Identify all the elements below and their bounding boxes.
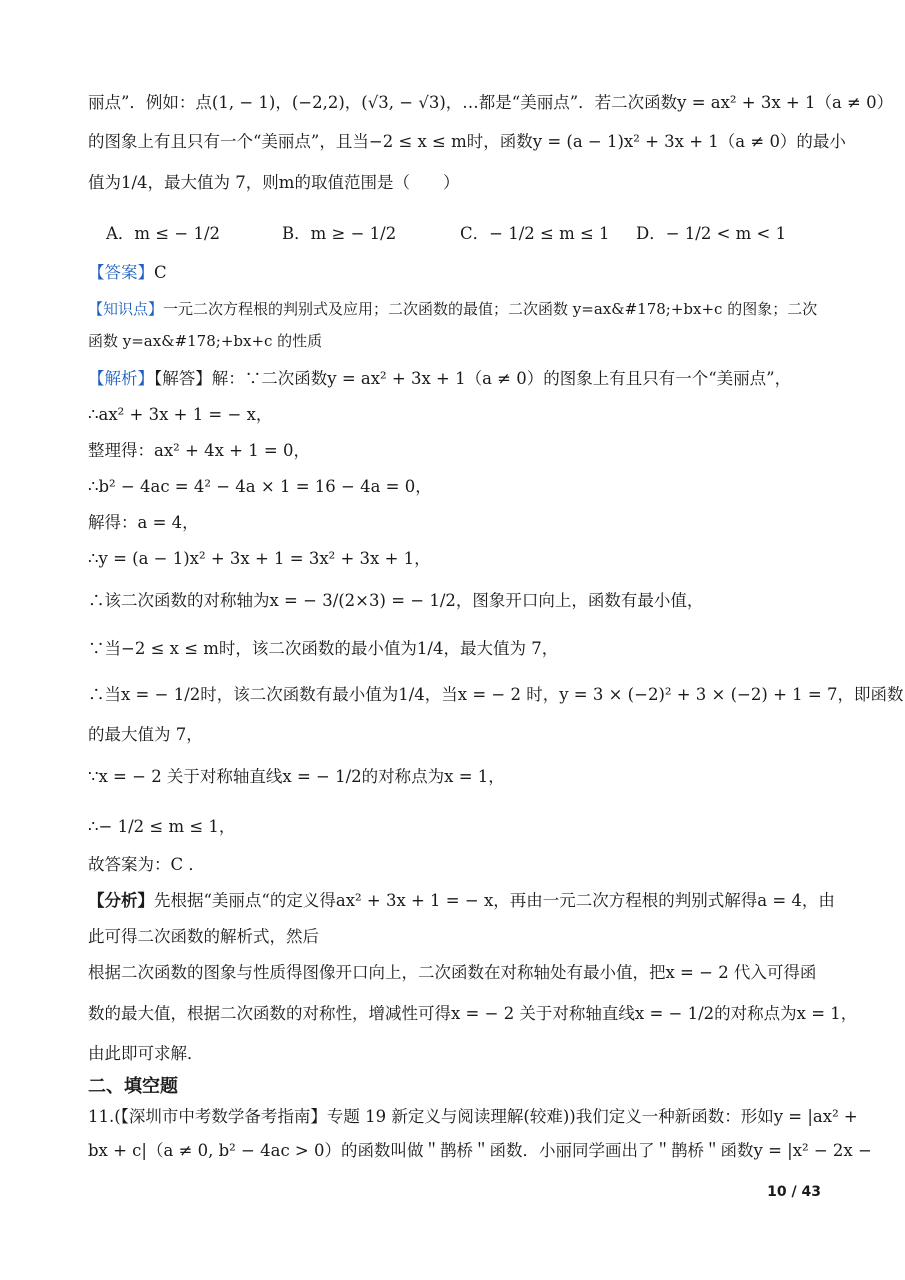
fenxi-tag: 【分析】: [88, 891, 154, 910]
knowledge-text-2: 函数 y=ax&#178;+bx+c 的性质: [88, 332, 323, 350]
fenxi-text-5: 由此即可求解．: [88, 1044, 204, 1063]
analysis-row-1: [88, 368, 821, 390]
analysis-text-4: ∴b² − 4ac = 4² − 4a × 1 = 16 − 4a = 0，: [88, 477, 432, 496]
analysis-text-3: 整理得：ax² + 4x + 1 = 0，: [88, 441, 311, 460]
knowledge-text-1: 一元二次方程根的判别式及应用；二次函数的最值；二次函数 y=ax&#178;+bx+c 的图象；二次: [163, 300, 818, 318]
problem-text-line-3: 值为1/4，最大值为 7，则m的取值范围是（ ）: [88, 173, 460, 192]
fenxi-text-1: 先根据“美丽点“的定义得ax² + 3x + 1 = − x，再由一元二次方程根的判别式解得a = 4，由: [154, 891, 835, 910]
analysis-text-12: ∴− 1/2 ≤ m ≤ 1，: [88, 817, 236, 836]
option-c: C．− 1/2 ≤ m ≤ 1: [460, 224, 610, 243]
answer-value: C: [154, 263, 167, 282]
analysis-text-5: 解得：a = 4，: [88, 513, 199, 532]
analysis-text-7: ∴该二次函数的对称轴为x = − 3/(2×3) = − 1/2，图象开口向上，函数有最小值，: [88, 591, 704, 610]
page-number: 10 / 43: [767, 1184, 821, 1200]
option-b: B．m ≥ − 1/2: [282, 224, 397, 243]
answer-row: [88, 262, 821, 284]
analysis-text-9: ∴当x = − 1/2时，该二次函数有最小值为1/4，当x = − 2 时，y = 3 × (−2)² + 3 × (−2) + 1 = 7，即函数: [88, 685, 904, 704]
problem-text-line-2: 的图象上有且只有一个“美丽点”，且当−2 ≤ x ≤ m时，函数y = (a − 1)x² + 3x + 1（a ≠ 0）的最小: [88, 132, 846, 151]
next-problem-line-1: 11.(【深圳市中考数学备考指南】专题 19 新定义与阅读理解(较难))我们定义一种新函数：形如y = |ax² +: [88, 1107, 858, 1126]
analysis-text-13: 故答案为：C ．: [88, 855, 205, 874]
answer-tag: 【答案】: [88, 263, 154, 282]
fenxi-text-4: 数的最大值，根据二次函数的对称性，增减性可得x = − 2 关于对称轴直线x = − 1/2的对称点为x = 1，: [88, 1004, 858, 1023]
analysis-text-11: ∵x = − 2 关于对称轴直线x = − 1/2的对称点为x = 1，: [88, 767, 505, 786]
next-problem-line-2: bx + c|（a ≠ 0, b² − 4ac > 0）的函数叫做＂鹊桥＂函数．小丽同学画出了＂鹊桥＂函数y = |x² − 2x −: [88, 1141, 872, 1160]
analysis-text-6: ∴y = (a − 1)x² + 3x + 1 = 3x² + 3x + 1，: [88, 549, 431, 568]
fenxi-text-3: 根据二次函数的图象与性质得图像开口向上，二次函数在对称轴处有最小值，把x = − 2 代入可得函: [88, 963, 817, 982]
option-d: D．− 1/2 < m < 1: [636, 224, 787, 243]
knowledge-tag: 【知识点】: [88, 300, 164, 318]
option-a: A．m ≤ − 1/2: [106, 224, 221, 243]
analysis-tag: 【解析】: [88, 369, 154, 388]
analysis-text-8: ∵当−2 ≤ x ≤ m时，该二次函数的最小值为1/4，最大值为 7，: [88, 639, 559, 658]
analysis-text-10: 的最大值为 7，: [88, 725, 203, 744]
fenxi-text-2: 此可得二次函数的解析式，然后: [88, 927, 319, 946]
analysis-text-1: 【解答】解：∵二次函数y = ax² + 3x + 1（a ≠ 0）的图象上有且只有一个“美丽点”，: [154, 369, 792, 388]
fenxi-row-1: [88, 890, 835, 912]
problem-text-line-1: 丽点”．例如：点(1, − 1)，(−2,2)，(√3, − √3)，…都是“美丽点”．若二次函数y = ax² + 3x + 1（a ≠ 0）: [88, 93, 894, 112]
analysis-text-2: ∴ax² + 3x + 1 = − x，: [88, 405, 273, 424]
section-title: 二、填空题: [88, 1076, 178, 1097]
knowledge-row-1: [88, 298, 821, 320]
